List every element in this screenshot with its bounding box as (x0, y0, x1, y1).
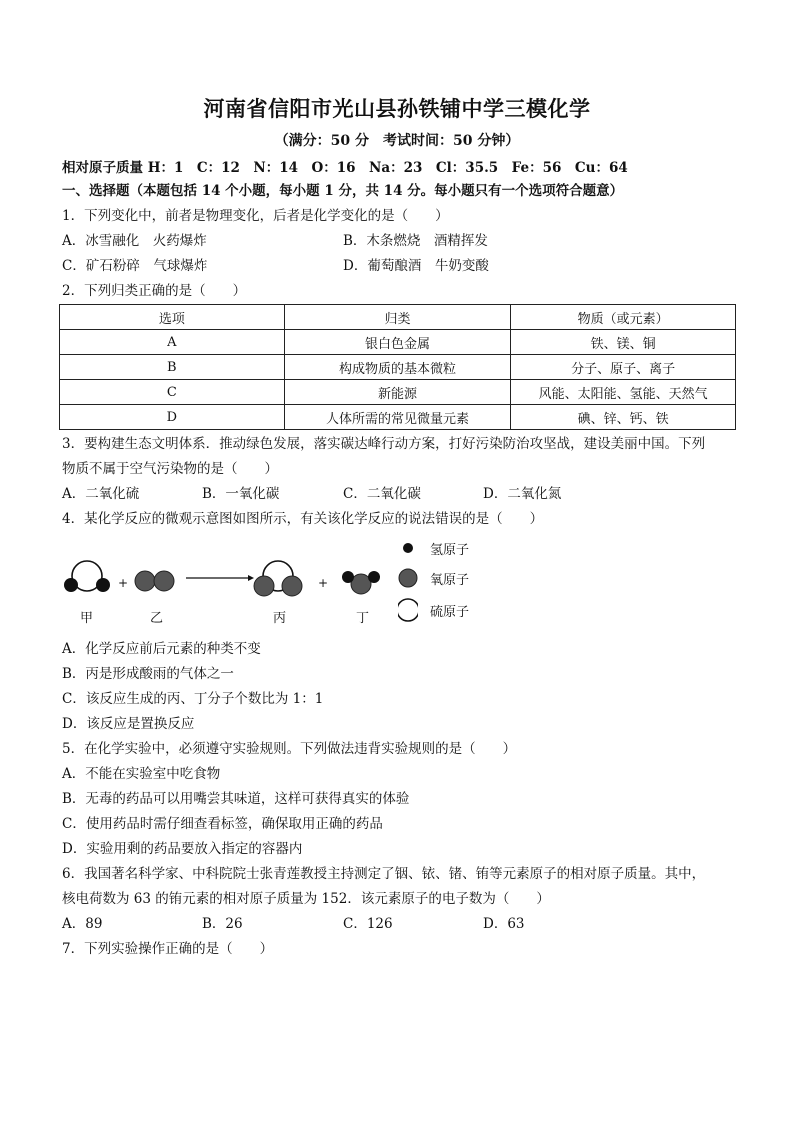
table-cell: 分子、原子、离子 (511, 355, 736, 380)
table-cell: B (60, 355, 285, 380)
table-cell: 构成物质的基本微粒 (284, 355, 511, 380)
q1-option-a: A．冰雪融化 火药爆炸 (62, 233, 207, 249)
oxygen-atom-icon (399, 569, 417, 587)
table-header: 选项 (60, 305, 285, 330)
table-header: 物质（或元素） (511, 305, 736, 330)
q5-option-a: A．不能在实验室中吃食物 (62, 766, 221, 782)
table-cell: 新能源 (284, 380, 511, 405)
table-row (60, 330, 736, 355)
label-ding: 丁 (356, 611, 370, 626)
molecule-ding (342, 571, 380, 594)
table-cell: 碘、锌、钙、铁 (511, 405, 736, 430)
table-cell: 铁、镁、铜 (511, 330, 736, 355)
table-row (60, 355, 736, 380)
q3-option-c: C．二氧化碳 (343, 486, 421, 502)
molecule-bing (254, 561, 302, 596)
label-yi: 乙 (150, 611, 164, 626)
q5-option-b: B．无毒的药品可以用嘴尝其味道，这样可获得真实的体验 (62, 791, 410, 807)
label-bing: 丙 (273, 611, 287, 626)
table-cell: C (60, 380, 285, 405)
q2-stem: 2．下列归类正确的是（ ） (62, 283, 247, 299)
molecule-yi (135, 571, 174, 591)
sulfur-atom-icon (398, 599, 418, 621)
table-row (60, 380, 736, 405)
table-row (60, 405, 736, 430)
label-jia: 甲 (80, 611, 94, 626)
q5-option-d: D．实验用剩的药品要放入指定的容器内 (62, 841, 303, 857)
q1-option-c: C．矿石粉碎 气球爆炸 (62, 258, 208, 274)
q4-option-c: C．该反应生成的丙、丁分子个数比为 1：1 (62, 691, 324, 707)
legend-hydrogen: 氢原子 (430, 543, 470, 558)
q1-option-d: D．葡萄酿酒 牛奶变酸 (343, 258, 489, 274)
molecule-jia (64, 561, 110, 592)
svg-text:+: + (318, 576, 329, 590)
table-cell: D (60, 405, 285, 430)
q4-option-a: A．化学反应前后元素的种类不变 (62, 641, 261, 657)
q3-stem-line1: 3．要构建生态文明体系．推动绿色发展，落实碳达峰行动方案，打好污染防治攻坚战，建设美丽中国。下列 (62, 436, 706, 452)
q1-option-b: B．木条燃烧 酒精挥发 (343, 233, 488, 249)
reaction-diagram (60, 556, 400, 630)
q5-stem: 5．在化学实验中，必须遵守实验规则。下列做法违背实验规则的是（ ） (62, 741, 517, 757)
legend-sulfur: 硫原子 (430, 605, 470, 620)
q6-stem-line1: 6．我国著名科学家、中科院院士张青莲教授主持测定了铟、铱、锗、铕等元素原子的相对原子质量。其中， (62, 866, 706, 882)
q6-option-b: B．26 (202, 916, 243, 932)
legend-oxygen: 氧原子 (430, 573, 470, 588)
svg-text:+: + (118, 576, 129, 590)
legend-icons (398, 536, 418, 626)
q6-option-a: A．89 (62, 916, 103, 932)
q5-option-c: C．使用药品时需仔细查看标签，确保取用正确的药品 (62, 816, 383, 832)
table-header: 归类 (284, 305, 511, 330)
q4-option-d: D．该反应是置换反应 (62, 716, 195, 732)
table-cell: 人体所需的常见微量元素 (284, 405, 511, 430)
q6-stem-line2: 核电荷数为 63 的铕元素的相对原子质量为 152．该元素原子的电子数为（ ） (62, 891, 550, 907)
table-cell: A (60, 330, 285, 355)
table-cell: 银白色金属 (284, 330, 511, 355)
q3-option-a: A．二氧化硫 (62, 486, 140, 502)
page-title: 河南省信阳市光山县孙铁铺中学三模化学 (203, 96, 591, 121)
section-heading: 一、选择题（本题包括 14 个小题，每小题 1 分，共 14 分。每小题只有一个选项符合题意） (62, 183, 624, 199)
q6-option-c: C．126 (343, 916, 393, 932)
q6-option-d: D．63 (483, 916, 525, 932)
q1-stem: 1．下列变化中，前者是物理变化，后者是化学变化的是（ ） (62, 208, 449, 224)
exam-info: （满分：50 分 考试时间：50 分钟） (274, 133, 520, 149)
q4-option-b: B．丙是形成酸雨的气体之一 (62, 666, 234, 682)
q7-stem: 7．下列实验操作正确的是（ ） (62, 941, 274, 957)
classification-table (59, 304, 736, 430)
table-header-row (60, 305, 736, 330)
q4-stem: 4．某化学反应的微观示意图如图所示，有关该化学反应的说法错误的是（ ） (62, 511, 544, 527)
hydrogen-atom-icon (403, 543, 413, 553)
q3-option-d: D．二氧化氮 (483, 486, 562, 502)
atomic-mass-line: 相对原子质量 H：1 C：12 N：14 O：16 Na：23 Cl：35.5 Fe：56 Cu：64 (62, 160, 628, 176)
q3-stem-line2: 物质不属于空气污染物的是（ ） (62, 461, 278, 477)
table-cell: 风能、太阳能、氢能、天然气 (511, 380, 736, 405)
q3-option-b: B．一氧化碳 (202, 486, 280, 502)
